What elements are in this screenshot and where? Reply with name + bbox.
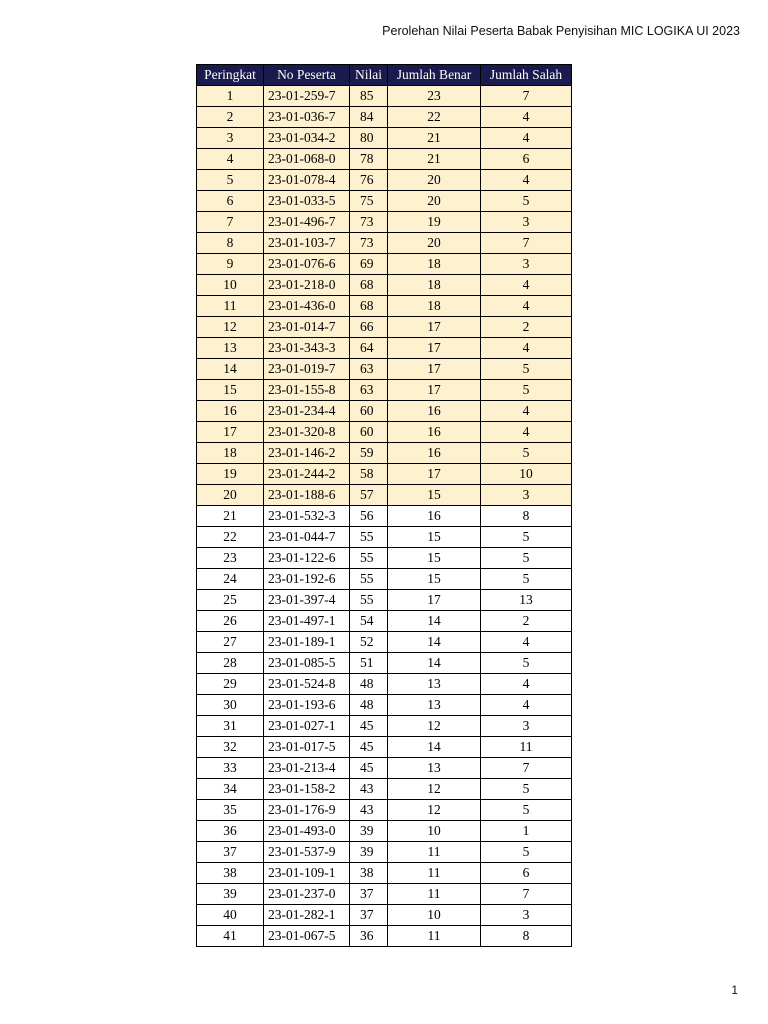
cell-jumlah-salah: 2	[481, 611, 572, 632]
cell-peringkat: 21	[197, 506, 264, 527]
cell-nilai: 78	[350, 149, 388, 170]
cell-jumlah-benar: 11	[388, 842, 481, 863]
cell-peringkat: 5	[197, 170, 264, 191]
cell-jumlah-salah: 4	[481, 695, 572, 716]
cell-no-peserta: 23-01-078-4	[264, 170, 350, 191]
table-row	[197, 380, 572, 401]
cell-peringkat: 13	[197, 338, 264, 359]
cell-no-peserta: 23-01-234-4	[264, 401, 350, 422]
cell-jumlah-benar: 21	[388, 149, 481, 170]
cell-jumlah-benar: 18	[388, 296, 481, 317]
column-header-jumlah-salah: Jumlah Salah	[481, 65, 572, 86]
table-row	[197, 758, 572, 779]
cell-no-peserta: 23-01-146-2	[264, 443, 350, 464]
cell-jumlah-benar: 12	[388, 779, 481, 800]
column-header-peringkat: Peringkat	[197, 65, 264, 86]
cell-jumlah-benar: 12	[388, 716, 481, 737]
cell-peringkat: 12	[197, 317, 264, 338]
cell-jumlah-salah: 3	[481, 485, 572, 506]
cell-jumlah-salah: 4	[481, 674, 572, 695]
cell-nilai: 57	[350, 485, 388, 506]
cell-nilai: 52	[350, 632, 388, 653]
cell-jumlah-salah: 4	[481, 128, 572, 149]
cell-nilai: 45	[350, 737, 388, 758]
cell-jumlah-benar: 17	[388, 380, 481, 401]
cell-nilai: 84	[350, 107, 388, 128]
cell-nilai: 37	[350, 905, 388, 926]
cell-peringkat: 27	[197, 632, 264, 653]
cell-jumlah-benar: 16	[388, 506, 481, 527]
table-row	[197, 611, 572, 632]
cell-jumlah-salah: 3	[481, 212, 572, 233]
cell-no-peserta: 23-01-019-7	[264, 359, 350, 380]
cell-peringkat: 24	[197, 569, 264, 590]
page-number: 1	[731, 983, 738, 997]
cell-jumlah-benar: 17	[388, 464, 481, 485]
cell-nilai: 80	[350, 128, 388, 149]
cell-nilai: 58	[350, 464, 388, 485]
cell-peringkat: 23	[197, 548, 264, 569]
table-row	[197, 716, 572, 737]
cell-nilai: 48	[350, 695, 388, 716]
cell-jumlah-benar: 19	[388, 212, 481, 233]
cell-nilai: 37	[350, 884, 388, 905]
cell-nilai: 60	[350, 401, 388, 422]
cell-jumlah-salah: 5	[481, 380, 572, 401]
cell-jumlah-salah: 5	[481, 548, 572, 569]
cell-jumlah-salah: 5	[481, 359, 572, 380]
cell-no-peserta: 23-01-192-6	[264, 569, 350, 590]
cell-no-peserta: 23-01-033-5	[264, 191, 350, 212]
cell-no-peserta: 23-01-044-7	[264, 527, 350, 548]
cell-jumlah-benar: 17	[388, 590, 481, 611]
cell-jumlah-salah: 8	[481, 926, 572, 947]
cell-jumlah-salah: 13	[481, 590, 572, 611]
cell-peringkat: 8	[197, 233, 264, 254]
table-row	[197, 275, 572, 296]
cell-peringkat: 32	[197, 737, 264, 758]
cell-jumlah-benar: 15	[388, 485, 481, 506]
column-header-nilai: Nilai	[350, 65, 388, 86]
cell-nilai: 39	[350, 842, 388, 863]
cell-peringkat: 6	[197, 191, 264, 212]
cell-jumlah-salah: 7	[481, 86, 572, 107]
table-row	[197, 527, 572, 548]
table-row	[197, 926, 572, 947]
cell-peringkat: 2	[197, 107, 264, 128]
cell-nilai: 55	[350, 590, 388, 611]
table-row	[197, 800, 572, 821]
cell-jumlah-salah: 7	[481, 758, 572, 779]
cell-jumlah-benar: 11	[388, 884, 481, 905]
cell-jumlah-benar: 13	[388, 758, 481, 779]
cell-jumlah-benar: 16	[388, 443, 481, 464]
cell-jumlah-benar: 12	[388, 800, 481, 821]
cell-peringkat: 37	[197, 842, 264, 863]
cell-no-peserta: 23-01-320-8	[264, 422, 350, 443]
cell-jumlah-salah: 8	[481, 506, 572, 527]
cell-peringkat: 38	[197, 863, 264, 884]
table-row	[197, 842, 572, 863]
cell-nilai: 55	[350, 527, 388, 548]
cell-jumlah-salah: 6	[481, 863, 572, 884]
cell-no-peserta: 23-01-189-1	[264, 632, 350, 653]
column-header-no-peserta: No Peserta	[264, 65, 350, 86]
cell-nilai: 48	[350, 674, 388, 695]
cell-jumlah-benar: 17	[388, 317, 481, 338]
cell-no-peserta: 23-01-493-0	[264, 821, 350, 842]
cell-no-peserta: 23-01-496-7	[264, 212, 350, 233]
header-row	[197, 65, 572, 86]
column-header-jumlah-benar: Jumlah Benar	[388, 65, 481, 86]
cell-jumlah-benar: 20	[388, 191, 481, 212]
cell-no-peserta: 23-01-027-1	[264, 716, 350, 737]
cell-peringkat: 40	[197, 905, 264, 926]
cell-nilai: 36	[350, 926, 388, 947]
table-row	[197, 128, 572, 149]
cell-peringkat: 18	[197, 443, 264, 464]
cell-jumlah-benar: 16	[388, 422, 481, 443]
cell-nilai: 73	[350, 212, 388, 233]
cell-peringkat: 11	[197, 296, 264, 317]
cell-peringkat: 1	[197, 86, 264, 107]
cell-jumlah-benar: 20	[388, 170, 481, 191]
cell-nilai: 43	[350, 779, 388, 800]
cell-jumlah-salah: 4	[481, 296, 572, 317]
cell-jumlah-benar: 15	[388, 569, 481, 590]
table-row	[197, 653, 572, 674]
table-row	[197, 254, 572, 275]
cell-jumlah-salah: 2	[481, 317, 572, 338]
table-row	[197, 884, 572, 905]
cell-no-peserta: 23-01-155-8	[264, 380, 350, 401]
cell-peringkat: 25	[197, 590, 264, 611]
cell-nilai: 63	[350, 359, 388, 380]
cell-jumlah-benar: 14	[388, 632, 481, 653]
cell-nilai: 60	[350, 422, 388, 443]
cell-jumlah-benar: 13	[388, 695, 481, 716]
cell-jumlah-salah: 4	[481, 401, 572, 422]
cell-jumlah-benar: 23	[388, 86, 481, 107]
table-row	[197, 422, 572, 443]
document-header-title: Perolehan Nilai Peserta Babak Penyisihan MIC LOGIKA UI 2023	[382, 24, 740, 38]
cell-jumlah-salah: 4	[481, 170, 572, 191]
table-row	[197, 632, 572, 653]
cell-jumlah-benar: 14	[388, 737, 481, 758]
cell-no-peserta: 23-01-122-6	[264, 548, 350, 569]
cell-jumlah-benar: 10	[388, 821, 481, 842]
cell-no-peserta: 23-01-343-3	[264, 338, 350, 359]
cell-jumlah-salah: 6	[481, 149, 572, 170]
table-row	[197, 569, 572, 590]
cell-jumlah-salah: 3	[481, 905, 572, 926]
cell-no-peserta: 23-01-067-5	[264, 926, 350, 947]
cell-jumlah-salah: 5	[481, 653, 572, 674]
table-row	[197, 401, 572, 422]
cell-jumlah-benar: 14	[388, 653, 481, 674]
cell-nilai: 38	[350, 863, 388, 884]
cell-no-peserta: 23-01-014-7	[264, 317, 350, 338]
results-table-body	[197, 86, 572, 947]
cell-nilai: 45	[350, 716, 388, 737]
table-row	[197, 590, 572, 611]
cell-peringkat: 17	[197, 422, 264, 443]
table-row	[197, 443, 572, 464]
cell-no-peserta: 23-01-397-4	[264, 590, 350, 611]
cell-peringkat: 16	[197, 401, 264, 422]
table-row	[197, 506, 572, 527]
cell-no-peserta: 23-01-282-1	[264, 905, 350, 926]
cell-no-peserta: 23-01-524-8	[264, 674, 350, 695]
cell-jumlah-benar: 21	[388, 128, 481, 149]
cell-no-peserta: 23-01-036-7	[264, 107, 350, 128]
cell-no-peserta: 23-01-244-2	[264, 464, 350, 485]
cell-jumlah-salah: 5	[481, 569, 572, 590]
table-row	[197, 296, 572, 317]
cell-no-peserta: 23-01-237-0	[264, 884, 350, 905]
cell-jumlah-salah: 5	[481, 191, 572, 212]
table-row	[197, 317, 572, 338]
cell-jumlah-benar: 16	[388, 401, 481, 422]
cell-peringkat: 20	[197, 485, 264, 506]
table-row	[197, 485, 572, 506]
cell-no-peserta: 23-01-436-0	[264, 296, 350, 317]
cell-no-peserta: 23-01-017-5	[264, 737, 350, 758]
cell-no-peserta: 23-01-068-0	[264, 149, 350, 170]
cell-nilai: 56	[350, 506, 388, 527]
cell-peringkat: 35	[197, 800, 264, 821]
cell-peringkat: 41	[197, 926, 264, 947]
cell-nilai: 51	[350, 653, 388, 674]
cell-jumlah-salah: 3	[481, 716, 572, 737]
cell-jumlah-salah: 3	[481, 254, 572, 275]
table-row	[197, 170, 572, 191]
cell-peringkat: 3	[197, 128, 264, 149]
cell-peringkat: 7	[197, 212, 264, 233]
cell-jumlah-salah: 7	[481, 884, 572, 905]
cell-no-peserta: 23-01-537-9	[264, 842, 350, 863]
cell-no-peserta: 23-01-193-6	[264, 695, 350, 716]
cell-jumlah-benar: 11	[388, 926, 481, 947]
cell-jumlah-salah: 4	[481, 107, 572, 128]
table-row	[197, 464, 572, 485]
cell-jumlah-benar: 18	[388, 254, 481, 275]
cell-nilai: 43	[350, 800, 388, 821]
cell-no-peserta: 23-01-034-2	[264, 128, 350, 149]
cell-no-peserta: 23-01-176-9	[264, 800, 350, 821]
cell-jumlah-benar: 18	[388, 275, 481, 296]
cell-jumlah-salah: 5	[481, 842, 572, 863]
cell-jumlah-benar: 11	[388, 863, 481, 884]
cell-jumlah-salah: 10	[481, 464, 572, 485]
cell-peringkat: 15	[197, 380, 264, 401]
results-table-header	[197, 65, 572, 86]
cell-jumlah-salah: 11	[481, 737, 572, 758]
cell-peringkat: 14	[197, 359, 264, 380]
cell-jumlah-salah: 1	[481, 821, 572, 842]
cell-nilai: 55	[350, 569, 388, 590]
cell-jumlah-benar: 17	[388, 359, 481, 380]
cell-jumlah-benar: 17	[388, 338, 481, 359]
cell-jumlah-salah: 5	[481, 443, 572, 464]
results-table	[196, 64, 572, 947]
cell-peringkat: 10	[197, 275, 264, 296]
cell-jumlah-salah: 5	[481, 527, 572, 548]
cell-nilai: 75	[350, 191, 388, 212]
cell-jumlah-salah: 4	[481, 275, 572, 296]
table-row	[197, 863, 572, 884]
cell-no-peserta: 23-01-109-1	[264, 863, 350, 884]
table-row	[197, 737, 572, 758]
cell-peringkat: 9	[197, 254, 264, 275]
cell-nilai: 63	[350, 380, 388, 401]
cell-nilai: 55	[350, 548, 388, 569]
cell-no-peserta: 23-01-103-7	[264, 233, 350, 254]
cell-jumlah-benar: 22	[388, 107, 481, 128]
cell-peringkat: 34	[197, 779, 264, 800]
cell-jumlah-benar: 20	[388, 233, 481, 254]
cell-jumlah-salah: 4	[481, 338, 572, 359]
cell-jumlah-salah: 7	[481, 233, 572, 254]
table-row	[197, 191, 572, 212]
table-row	[197, 674, 572, 695]
table-row	[197, 212, 572, 233]
cell-nilai: 68	[350, 275, 388, 296]
cell-nilai: 59	[350, 443, 388, 464]
cell-nilai: 54	[350, 611, 388, 632]
cell-no-peserta: 23-01-259-7	[264, 86, 350, 107]
cell-jumlah-salah: 5	[481, 779, 572, 800]
cell-peringkat: 22	[197, 527, 264, 548]
cell-peringkat: 19	[197, 464, 264, 485]
cell-no-peserta: 23-01-497-1	[264, 611, 350, 632]
cell-peringkat: 36	[197, 821, 264, 842]
cell-nilai: 39	[350, 821, 388, 842]
cell-jumlah-benar: 15	[388, 527, 481, 548]
cell-nilai: 76	[350, 170, 388, 191]
cell-nilai: 45	[350, 758, 388, 779]
cell-peringkat: 30	[197, 695, 264, 716]
table-row	[197, 905, 572, 926]
table-row	[197, 233, 572, 254]
cell-jumlah-salah: 4	[481, 632, 572, 653]
table-row	[197, 548, 572, 569]
cell-nilai: 68	[350, 296, 388, 317]
cell-nilai: 85	[350, 86, 388, 107]
cell-peringkat: 31	[197, 716, 264, 737]
cell-jumlah-salah: 4	[481, 422, 572, 443]
table-row	[197, 779, 572, 800]
cell-nilai: 64	[350, 338, 388, 359]
cell-peringkat: 39	[197, 884, 264, 905]
cell-jumlah-benar: 13	[388, 674, 481, 695]
cell-no-peserta: 23-01-188-6	[264, 485, 350, 506]
table-row	[197, 107, 572, 128]
table-row	[197, 86, 572, 107]
cell-peringkat: 28	[197, 653, 264, 674]
table-row	[197, 359, 572, 380]
cell-no-peserta: 23-01-158-2	[264, 779, 350, 800]
cell-nilai: 73	[350, 233, 388, 254]
cell-no-peserta: 23-01-076-6	[264, 254, 350, 275]
cell-jumlah-benar: 14	[388, 611, 481, 632]
cell-nilai: 66	[350, 317, 388, 338]
cell-jumlah-benar: 10	[388, 905, 481, 926]
cell-jumlah-benar: 15	[388, 548, 481, 569]
cell-no-peserta: 23-01-085-5	[264, 653, 350, 674]
cell-no-peserta: 23-01-532-3	[264, 506, 350, 527]
cell-jumlah-salah: 5	[481, 800, 572, 821]
table-row	[197, 695, 572, 716]
cell-peringkat: 4	[197, 149, 264, 170]
cell-no-peserta: 23-01-213-4	[264, 758, 350, 779]
cell-peringkat: 33	[197, 758, 264, 779]
table-row	[197, 338, 572, 359]
cell-nilai: 69	[350, 254, 388, 275]
cell-peringkat: 29	[197, 674, 264, 695]
table-row	[197, 149, 572, 170]
table-row	[197, 821, 572, 842]
cell-no-peserta: 23-01-218-0	[264, 275, 350, 296]
cell-peringkat: 26	[197, 611, 264, 632]
